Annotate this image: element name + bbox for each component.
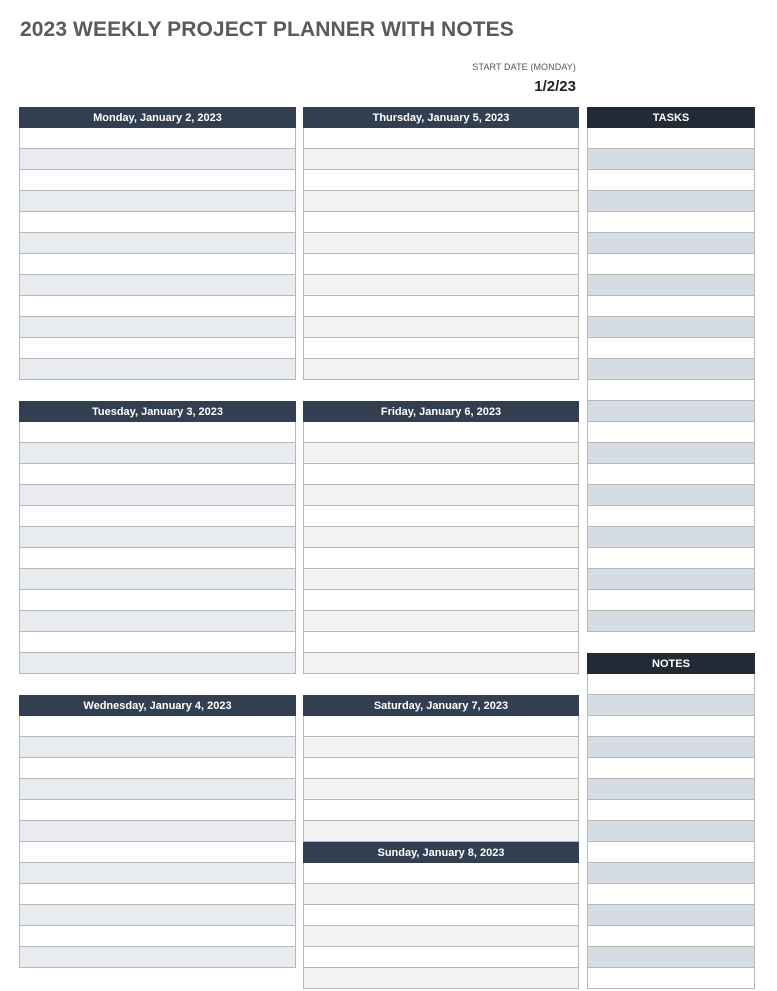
entry-row[interactable] [304,359,578,380]
entry-row[interactable] [588,863,754,884]
entry-row[interactable] [304,149,578,170]
entry-row[interactable] [588,464,754,485]
entry-row[interactable] [20,800,295,821]
entry-row[interactable] [304,716,578,737]
entry-row[interactable] [20,653,295,674]
entry-row[interactable] [588,968,754,989]
entry-row[interactable] [304,758,578,779]
entry-row[interactable] [20,485,295,506]
entry-row[interactable] [304,611,578,632]
entry-row[interactable] [304,506,578,527]
entry-row[interactable] [304,422,578,443]
day-rows-wednesday [19,716,296,968]
entry-row[interactable] [588,821,754,842]
entry-row[interactable] [304,905,578,926]
notes-block [587,653,755,989]
entry-row[interactable] [588,590,754,611]
entry-row[interactable] [20,716,295,737]
entry-row[interactable] [588,254,754,275]
entry-row[interactable] [588,884,754,905]
day-block-sunday [303,842,579,989]
entry-row[interactable] [20,758,295,779]
page-title: 2023 WEEKLY PROJECT PLANNER WITH NOTES [20,18,514,41]
entry-row[interactable] [20,443,295,464]
entry-row[interactable] [588,422,754,443]
entry-row[interactable] [20,464,295,485]
day-rows-sunday [303,863,579,989]
entry-row[interactable] [20,926,295,947]
entry-row[interactable] [20,548,295,569]
day-rows-monday [19,128,296,380]
entry-row[interactable] [20,317,295,338]
entry-row[interactable] [588,170,754,191]
entry-row[interactable] [20,254,295,275]
entry-row[interactable] [20,863,295,884]
entry-row[interactable] [20,947,295,968]
entry-row[interactable] [304,800,578,821]
entry-row[interactable] [304,884,578,905]
entry-row[interactable] [304,191,578,212]
day-block-wednesday [19,695,296,968]
entry-row[interactable] [304,338,578,359]
entry-row[interactable] [20,779,295,800]
day-header-thursday: Thursday, January 5, 2023 [303,107,579,128]
entry-row[interactable] [588,401,754,422]
day-rows-thursday [303,128,579,380]
day-block-monday [19,107,296,380]
entry-row[interactable] [20,296,295,317]
entry-row[interactable] [20,632,295,653]
entry-row[interactable] [588,485,754,506]
entry-row[interactable] [304,590,578,611]
entry-row[interactable] [588,611,754,632]
entry-row[interactable] [588,275,754,296]
day-block-saturday [303,695,579,842]
day-rows-tuesday [19,422,296,674]
entry-row[interactable] [304,821,578,842]
entry-row[interactable] [588,737,754,758]
entry-row[interactable] [588,149,754,170]
entry-row[interactable] [588,800,754,821]
entry-row[interactable] [304,527,578,548]
day-rows-saturday [303,716,579,842]
entry-row[interactable] [304,170,578,191]
entry-row[interactable] [588,380,754,401]
start-date-label: START DATE (MONDAY) [472,62,576,72]
entry-row[interactable] [20,569,295,590]
entry-row[interactable] [304,443,578,464]
tasks-block [587,107,755,632]
entry-row[interactable] [588,569,754,590]
day-block-thursday [303,107,579,380]
entry-row[interactable] [20,506,295,527]
entry-row[interactable] [588,233,754,254]
entry-row[interactable] [588,317,754,338]
entry-row[interactable] [20,611,295,632]
entry-row[interactable] [304,569,578,590]
entry-row[interactable] [304,275,578,296]
tasks-rows [587,128,755,632]
entry-row[interactable] [304,737,578,758]
entry-row[interactable] [20,884,295,905]
day-header-monday: Monday, January 2, 2023 [19,107,296,128]
entry-row[interactable] [304,947,578,968]
day-block-friday [303,401,579,674]
day-header-sunday: Sunday, January 8, 2023 [303,842,579,863]
entry-row[interactable] [304,128,578,149]
entry-row[interactable] [20,359,295,380]
start-date-value[interactable]: 1/2/23 [534,78,576,95]
entry-row[interactable] [304,632,578,653]
entry-row[interactable] [304,317,578,338]
entry-row[interactable] [20,422,295,443]
entry-row[interactable] [588,926,754,947]
entry-row[interactable] [20,842,295,863]
entry-row[interactable] [588,212,754,233]
entry-row[interactable] [588,674,754,695]
entry-row[interactable] [20,275,295,296]
entry-row[interactable] [588,905,754,926]
entry-row[interactable] [20,338,295,359]
tasks-header: TASKS [587,107,755,128]
entry-row[interactable] [304,779,578,800]
day-header-wednesday: Wednesday, January 4, 2023 [19,695,296,716]
entry-row[interactable] [588,338,754,359]
entry-row[interactable] [304,233,578,254]
entry-row[interactable] [304,548,578,569]
entry-row[interactable] [20,212,295,233]
entry-row[interactable] [304,926,578,947]
day-header-friday: Friday, January 6, 2023 [303,401,579,422]
entry-row[interactable] [20,149,295,170]
entry-row[interactable] [304,653,578,674]
entry-row[interactable] [588,506,754,527]
entry-row[interactable] [588,842,754,863]
entry-row[interactable] [588,779,754,800]
entry-row[interactable] [588,359,754,380]
entry-row[interactable] [588,443,754,464]
entry-row[interactable] [304,863,578,884]
entry-row[interactable] [588,695,754,716]
entry-row[interactable] [20,905,295,926]
entry-row[interactable] [304,464,578,485]
entry-row[interactable] [20,191,295,212]
entry-row[interactable] [20,233,295,254]
entry-row[interactable] [304,296,578,317]
entry-row[interactable] [20,821,295,842]
entry-row[interactable] [588,296,754,317]
entry-row[interactable] [304,212,578,233]
notes-header: NOTES [587,653,755,674]
entry-row[interactable] [304,968,578,989]
entry-row[interactable] [304,485,578,506]
entry-row[interactable] [20,170,295,191]
entry-row[interactable] [20,590,295,611]
entry-row[interactable] [20,527,295,548]
notes-rows [587,674,755,989]
day-header-saturday: Saturday, January 7, 2023 [303,695,579,716]
entry-row[interactable] [588,191,754,212]
entry-row[interactable] [588,548,754,569]
entry-row[interactable] [588,716,754,737]
day-rows-friday [303,422,579,674]
entry-row[interactable] [20,128,295,149]
day-block-tuesday [19,401,296,674]
entry-row[interactable] [588,758,754,779]
entry-row[interactable] [588,128,754,149]
day-header-tuesday: Tuesday, January 3, 2023 [19,401,296,422]
entry-row[interactable] [304,254,578,275]
entry-row[interactable] [20,737,295,758]
entry-row[interactable] [588,947,754,968]
entry-row[interactable] [588,527,754,548]
